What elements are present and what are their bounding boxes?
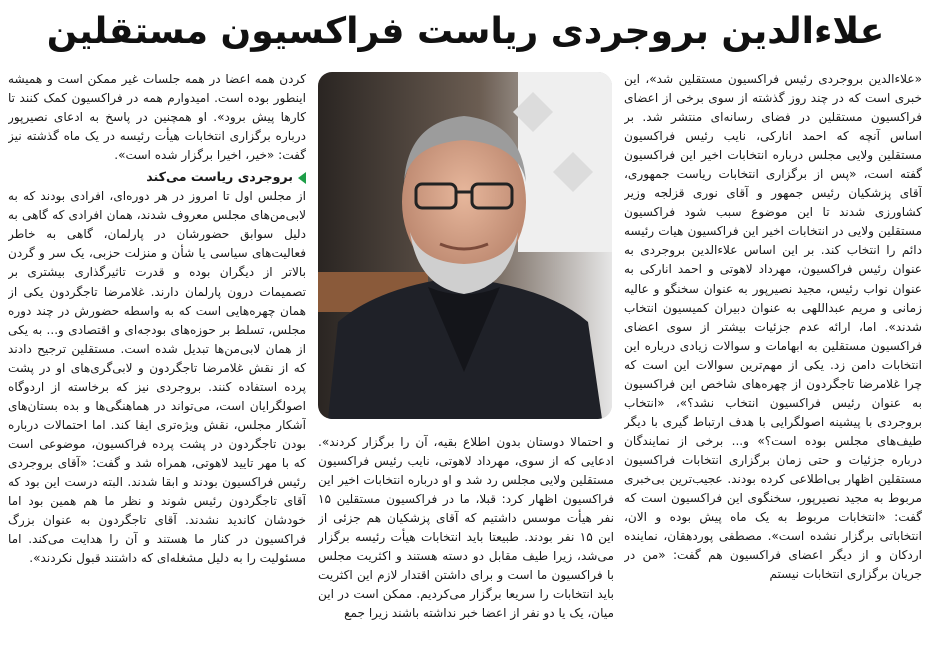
article-column-left: [8, 70, 306, 648]
article-column-right: [624, 70, 922, 648]
paragraph: کردن همه اعضا در همه جلسات غیر ممکن است و همیشه اینطور بوده است. امیدوارم همه در فراکسیون کمک کنند تا کارها پیش برود». او همچنین در پاسخ به ادعای نصیرپور درباره برگزاری انتخابات هیأت رئیسه در یک ماه گذشته نیز گفت: «خیر، اخیرا برگزار شده است».: [8, 72, 306, 163]
triangle-bullet-icon: [298, 172, 306, 184]
subhead-text: بروجردی ریاست می‌کند: [146, 169, 293, 185]
section-subhead: [8, 167, 306, 186]
headline: علاءالدین بروجردی ریاست فراکسیون مستقلین: [46, 11, 885, 52]
paragraph: از مجلس اول تا امروز در هر دوره‌ای، افرادی بودند که به لابی‌من‌های مجلس معروف شدند، همان افرادی که گاهی به دلیل سوابق حضورشان در پارلمان، گاهی به خاطر فعالیت‌های سیاسی یا شأن و منزلت حزبی، یک سر و گردن بالاتر از دیگران بوده و قدرت تاثیرگذاری بیشتری بر تصمیمات درون پارلمان دارند. غلامرضا تاجگردون یکی از همان چهره‌هایی است که به واسطه حضورش در چند دوره مجلس، تسلط بر حوزه‌های بودجه‌ای و اقتصادی و... به یکی از همان لابی‌من‌ها تبدیل شده است. مستقلین ترجیح دادند که از نقش غلامرضا تاجگردون و لابی‌گری‌های او در پشت پرده استفاده کنند. بروجردی نیز که برخاسته از اردوگاه اصولگرایان است، می‌تواند در هماهنگی‌ها و بده بستان‌های آشکار مجلس، نقش ویژه‌تری ایفا کند. اما احتمالات درباره بودن تاجگردون در پشت پرده فراکسیون، موضوعی است که با مهر تایید لاهوتی، همراه شد و گفت: «آقای بروجردی رئیس فراکسیون بودند و ابقا شدند. البته درست این بود که آقای تاجگردون رئیس شوند و نظر ما هم همین بود اما خودشان کاندید نشدند. آقای تاجگردون به عنوان بزرگ فراکسیون در کنار ما هستند و آن را هدایت می‌کند. اما مسئولیت را به دلیل مشغله‌ای که داشتند قبول نکردند».: [8, 189, 306, 566]
portrait-photo: [318, 72, 612, 419]
portrait-illustration: [318, 72, 612, 419]
article-column-middle: [318, 433, 614, 648]
paragraph: و احتمالا دوستان بدون اطلاع بقیه، آن را برگزار کردند». ادعایی که از سوی، مهرداد لاهوتی، نایب رئیس فراکسیون مستقلین ولایی مجلس رد شد و او درباره انتخابات اخیر این فراکسیون اظهار کرد: قبلا، ما در فراکسیون مستقلین ۱۵ نفر هیأت موسس داشتیم که آقای پزشکیان هم جزئی از این ۱۵ نفر بودند. طبیعتا باید انتخابات هیأت رئیسه برگزار می‌شد، زیرا طیف مقابل دو دسته هستند و اکثریت مجلس با فراکسیون ما است و برای داشتن اقتدار لازم این اکثریت باید انتخابات را سریعا برگزار می‌کردیم. ممکن است در این میان، یک یا دو نفر از اعضا خبر نداشته باشند زیرا جمع: [318, 435, 614, 621]
paragraph: «علاءالدین بروجردی رئیس فراکسیون مستقلین شد»، این خبری است که در چند روز گذشته از سوی برخی از اعضای فراکسیون مستقلین در فضای رسانه‌ای منتشر شد. بر اساس آنچه که احمد انارکی، نایب رئیس فراکسیون مستقلین ولایی مجلس درباره انتخابات اخیر این فراکسیون گفته است، «پس از برگزاری انتخابات ریاست جمهوری، آقای پزشکیان رئیس جمهور و آقای نوری قزلجه وزیر کشاورزی شدند تا این موضوع سبب شود فراکسیون مستقلین ولایی در انتخابات اخیر این فراکسیون هیات رئیسه دائم را انتخاب کند. بر این اساس علاءالدین بروجردی به عنوان رئیس فراکسیون، مهرداد لاهوتی و احمد انارکی به عنوان نواب رئیس، مجید نصیرپور به عنوان سخنگو و عالیه زمانی و مریم عبداللهی به عنوان دبیران کمیسیون انتخاب شدند». اما، ارائه عدم جزئیات بیشتر از سوی اعضای فراکسیون مستقلین به ابهامات و سوالات زیادی درباره این انتخابات دامن زد. یکی از مهم‌ترین سوالات این است که چرا غلامرضا تاجگردون از چهره‌های شاخص این فراکسیون به عنوان رئیس فراکسیون انتخاب نشد؟»، «انتخاب بروجردی با پیشینه اصولگرایی با هدف ارتباط گیری با دیگر طیف‌های مجلس بوده است؟» و... برخی از نمایندگان درباره جزئیات و حتی زمان برگزاری انتخابات فراکسیون مستقلین اظهار بی‌اطلاعی کرده بودند. عجیب‌ترین بی‌خبری مربوط به مجید نصیرپور، سخنگوی این فراکسیون است که گفت: «انتخابات مربوط به یک ماه پیش بوده و الان، انتخاباتی برگزار نشده است». مصطفی پوردهقان، نماینده اردکان و از دیگر اعضای فراکسیون هم گفت: «من در جریان برگزاری انتخابات نیستم: [624, 72, 922, 582]
